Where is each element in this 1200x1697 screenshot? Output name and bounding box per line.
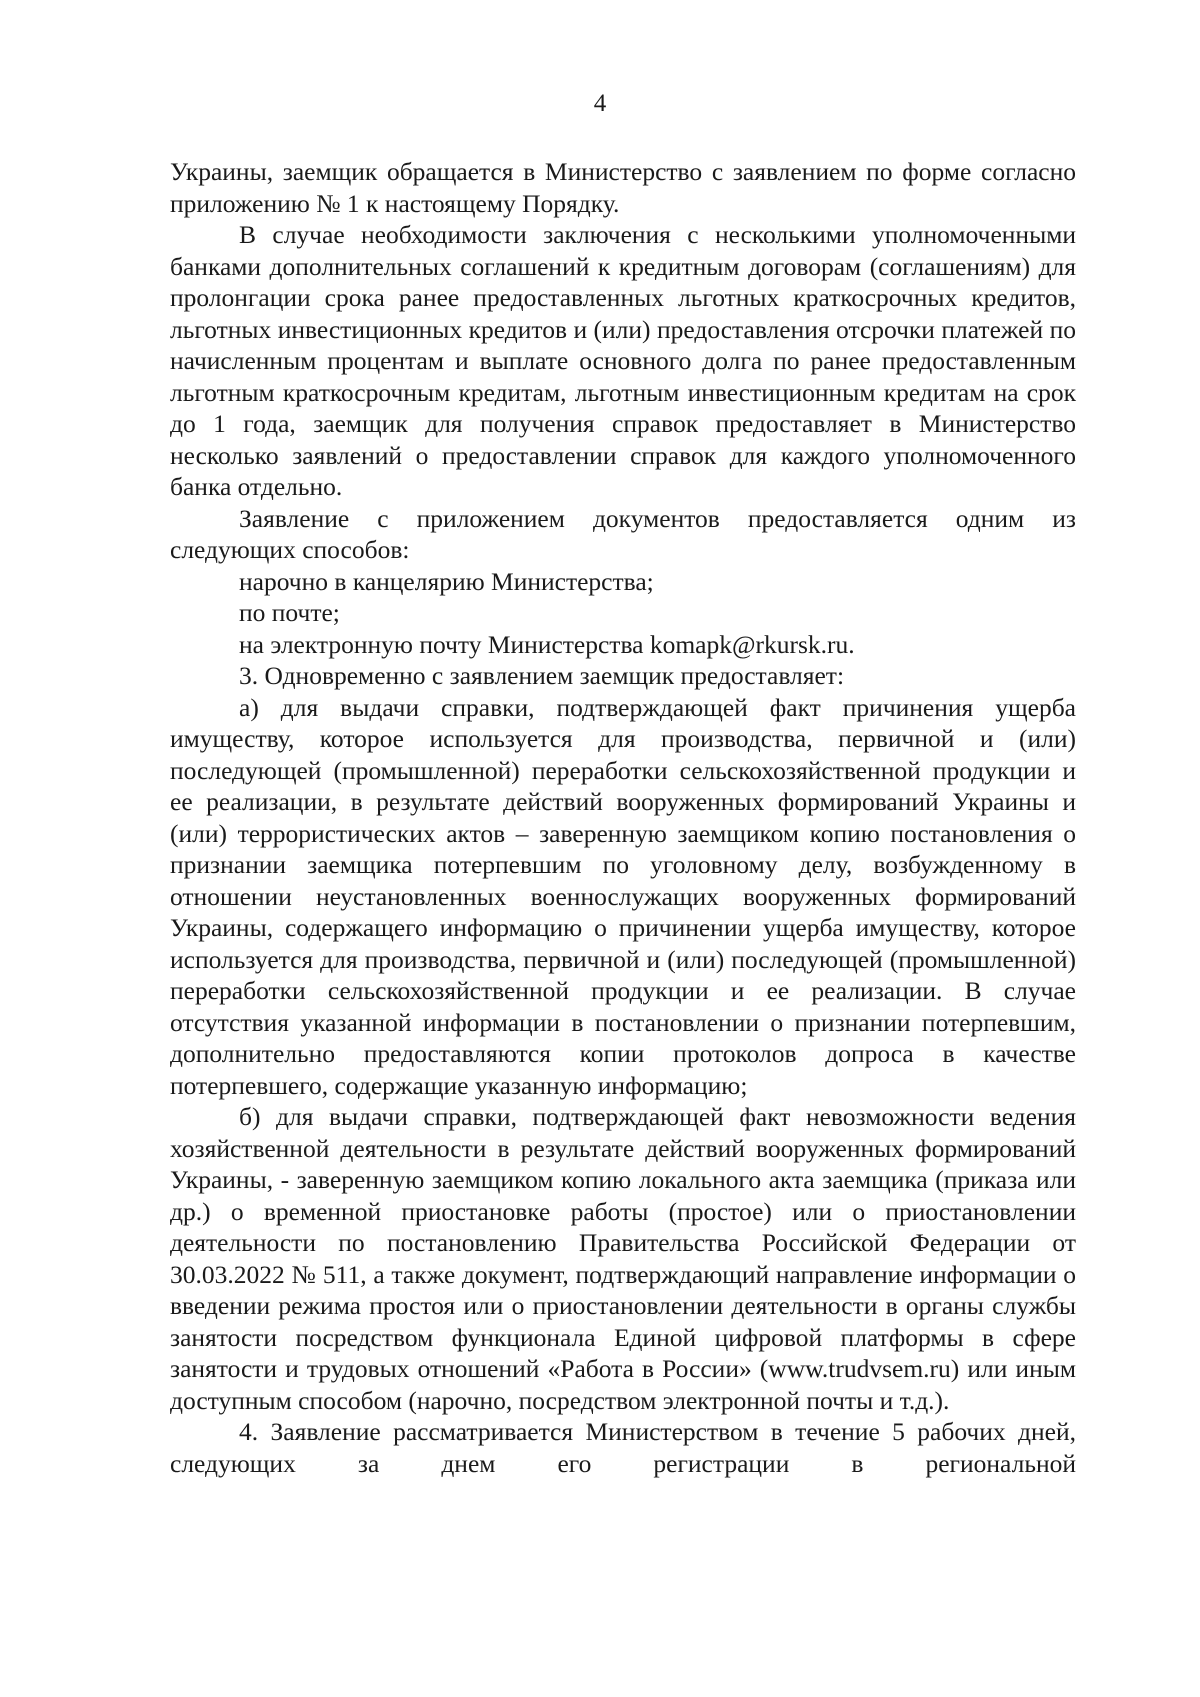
paragraph-section-3: 3. Одновременно с заявлением заемщик предоставляет: bbox=[239, 661, 845, 690]
document-body bbox=[170, 156, 1076, 1479]
list-item-by-email: на электронную почту Министерства komapk@rkursk.ru. bbox=[239, 629, 855, 659]
page-number: 4 bbox=[593, 90, 607, 117]
paragraph-item-a: а) для выдачи справки, подтверждающей факт причинения ущерба имуществу, которое используется для производства, первичной и (или) последующей (промышленной) переработки сельскохозяйственной продукции и ее реализации, в результате действий вооруженных формирований Украины и (или) террористических актов – заверенную заемщиком копию постановления о признании заемщика потерпевшим по уголовному делу, возбужденному в отношении неустановленных военнослужащих вооруженных формирований Украины, содержащего информацию о причинении ущерба имуществу, которое используется для производства, первичной и (или) последующей (промышленной) переработки сельскохозяйственной продукции и ее реализации. В случае отсутствия указанной информации в постановлении о признании потерпевшим, дополнительно предоставляются копии протоколов допроса в качестве потерпевшего, содержащие указанную информацию; bbox=[170, 692, 1076, 1100]
paragraph-continuation: Украины, заемщик обращается в Министерство с заявлением по форме согласно приложению № 1 к настоящему Порядку. bbox=[170, 157, 1076, 218]
paragraph-item-b: б) для выдачи справки, подтверждающей факт невозможности ведения хозяйственной деятельности в результате действий вооруженных формирований Украины, - заверенную заемщиком копию локального акта заемщика (приказа или др.) о временной приостановке работы (простое) или о приостановлении деятельности по постановлению Правительства Российской Федерации от 30.03.2022 № 511, а также документ, подтверждающий направление информации о введении режима простоя или о приостановлении деятельности в органы службы занятости посредством функционала Единой цифровой платформы в сфере занятости и трудовых отношений «Работа в России» (www.trudvsem.ru) или иным доступным способом (нарочно, посредством электронной почты и т.д.). bbox=[170, 1102, 1076, 1415]
paragraph-multiple-banks: В случае необходимости заключения с несколькими уполномоченными банками дополнительных соглашений к кредитным договорам (соглашениям) для пролонгации срока ранее предоставленных льготных краткосрочных кредитов, льготных инвестиционных кредитов и (или) предоставления отсрочки платежей по начисленным процентам и выплате основного долга по ранее предоставленным льготным краткосрочным кредитам, льготным инвестиционным кредитам на срок до 1 года, заемщик для получения справок предоставляет в Министерство несколько заявлений о предоставлении справок для каждого уполномоченного банка отдельно. bbox=[170, 220, 1076, 501]
paragraph-section-4: 4. Заявление рассматривается Министерством в течение 5 рабочих дней, следующих за днем его регистрации в региональной bbox=[170, 1417, 1076, 1478]
paragraph-submission-methods: Заявление с приложением документов предоставляется одним из следующих способов: bbox=[170, 503, 1076, 564]
list-item-in-person: нарочно в канцелярию Министерства; bbox=[239, 566, 654, 596]
list-item-by-mail: по почте; bbox=[239, 598, 340, 627]
